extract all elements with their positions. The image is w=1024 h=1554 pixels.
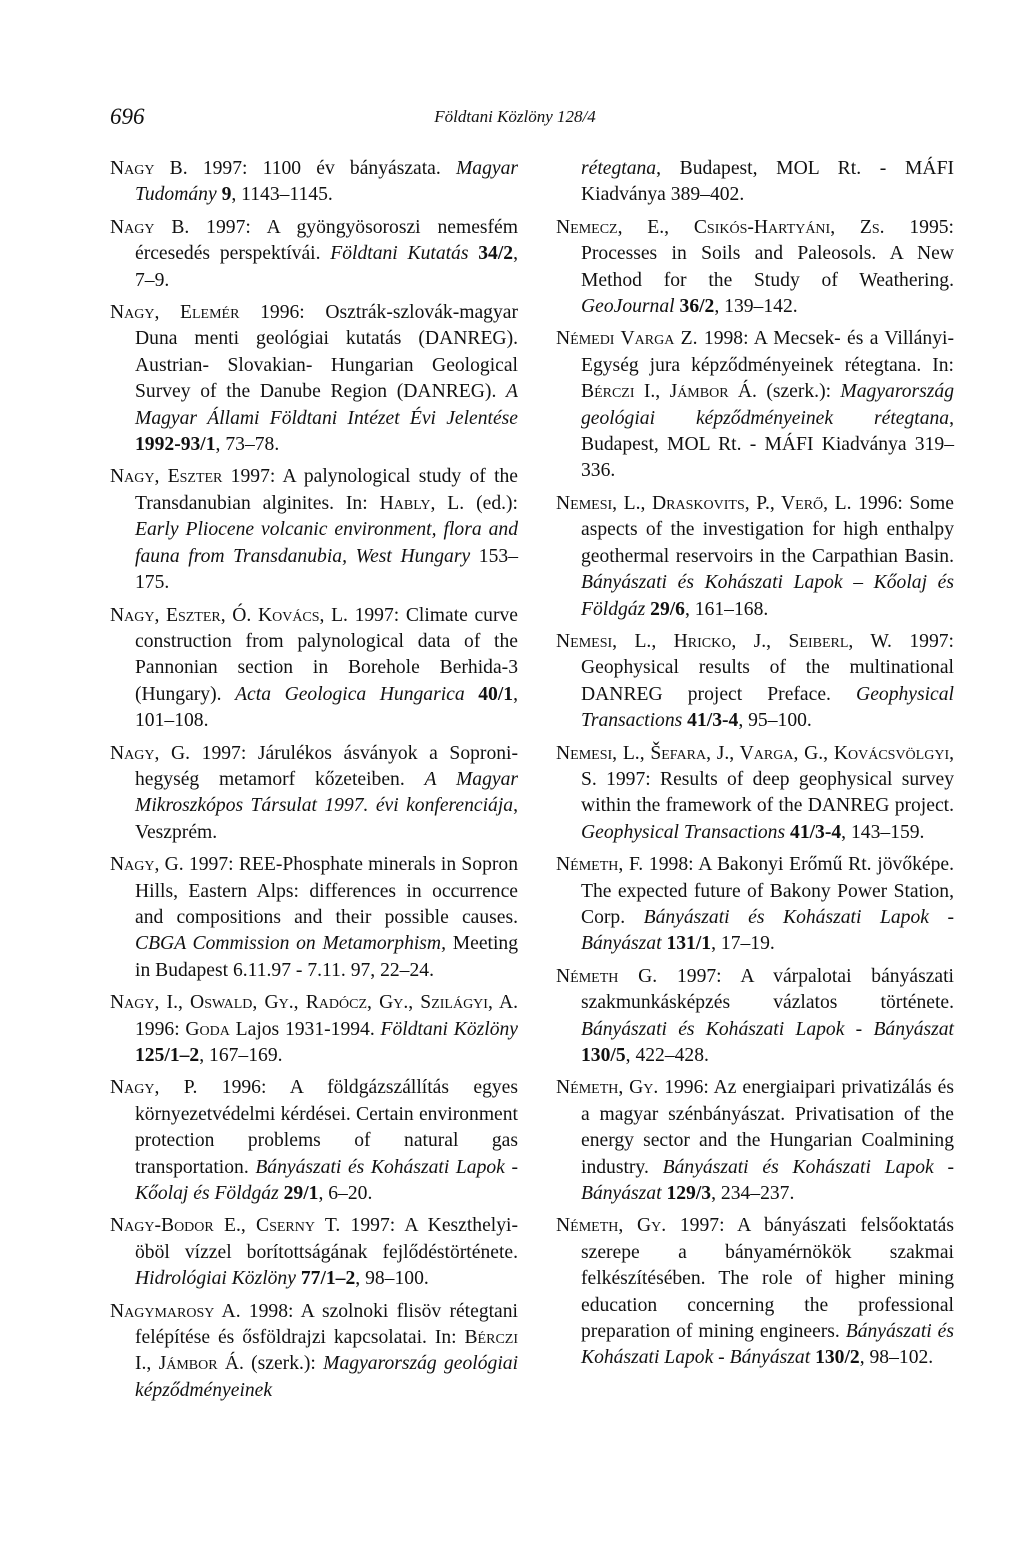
reference-text: , 73–78. <box>215 434 280 456</box>
reference-title: rétegtana <box>581 158 657 179</box>
reference-text: 1997: REE-Phosphate minerals in Sopron Hills, Eastern Alps: differences in occurrence and compositions and their possible causes. <box>135 854 518 928</box>
reference-text: 1997: Results of deep geophysical survey within the framework of the DANREG project. <box>581 768 954 817</box>
reference-text: , 101–108. <box>135 683 518 732</box>
page-header <box>110 104 920 134</box>
reference-title: Bányászati és Kohászati Lapok - Bányászat <box>581 906 954 955</box>
reference-title: Bányászati és Kohászati Lapok - Bányászat <box>581 1018 954 1040</box>
reference-entry <box>556 156 954 209</box>
reference-volume: 129/3 <box>666 1183 712 1205</box>
reference-volume: 125/1–2 <box>135 1045 200 1066</box>
reference-title: A Magyar Mikroszkópos Társulat 1997. évi konferenciája <box>135 768 518 817</box>
reference-entry <box>110 741 518 847</box>
reference-author: Hably, L. <box>379 492 465 514</box>
reference-entry <box>110 990 518 1069</box>
reference-text: , Budapest, MOL Rt. - MÁFI Kiadványa 319–336. <box>581 407 954 482</box>
reference-text: , Budapest, MOL Rt. - MÁFI Kiadványa 389–402. <box>581 158 954 206</box>
reference-text: , 143–159. <box>841 821 925 843</box>
reference-entry <box>110 852 518 984</box>
reference-text <box>465 684 479 705</box>
reference-entry <box>110 1299 518 1405</box>
reference-author: Nagy, P. <box>110 1077 198 1099</box>
reference-text: , 7–9. <box>135 243 518 291</box>
reference-entry <box>556 741 954 847</box>
reference-entry <box>556 1075 954 1207</box>
reference-text: 1997: A gyöngyösoroszi nemesfém ércesedés perspektívái. <box>135 216 518 265</box>
reference-title: Magyarország geológiai képződményeinek rétegtana <box>581 381 954 429</box>
reference-author: Nagy, G. <box>110 742 191 764</box>
reference-text: 1997: A palynological study of the Transdanubian alginites. In: <box>135 466 519 514</box>
reference-author: Nemesi, L., Draskovits, P., Verő, L. <box>556 492 852 514</box>
reference-text: (ed.): <box>464 492 518 514</box>
reference-title: A Magyar Állami Földtani Intézet Évi Jelentése <box>135 381 518 429</box>
reference-volume: 130/5 <box>581 1045 626 1066</box>
reference-text: , 98–100. <box>355 1268 429 1290</box>
reference-entry <box>556 491 954 623</box>
reference-volume: 9 <box>221 184 232 206</box>
reference-author: Nemesi, L., Šefara, J., Varga, G., Kovácsvölgyi, S. <box>556 742 954 790</box>
reference-title: GeoJournal <box>581 296 675 318</box>
reference-text: 1996: Az energiaipari privatizálás és a magyar szénbányászat. Privatisation of the energy sector and the Hungarian Coalmining industry. <box>581 1077 954 1178</box>
reference-entry <box>110 156 518 209</box>
reference-author: Nemecz, E., Csikós-Hartyáni, Zs. <box>556 216 885 238</box>
reference-volume: 131/1 <box>666 933 712 955</box>
reference-author: Nagy B. <box>110 216 190 238</box>
reference-author: Nagy, Eszter <box>110 466 223 488</box>
reference-author: Nemesi, L., Hricko, J., Seiberl, W. <box>556 630 892 652</box>
page-number: 696 <box>110 104 145 129</box>
running-title: Földtani Közlöny 128/4 <box>434 107 596 126</box>
left-column <box>110 156 518 1410</box>
reference-title: Geophysical Transactions <box>581 683 954 732</box>
reference-text: Lajos 1931-1994. <box>229 1018 381 1040</box>
reference-title: Bányászati és Kohászati Lapok – Kőolaj és Földgáz <box>581 572 954 620</box>
reference-entry <box>556 629 954 735</box>
reference-text: , 6–20. <box>318 1183 373 1205</box>
reference-text: , 17–19. <box>711 933 775 955</box>
reference-text: 1997: Járulékos ásványok a Soproni-hegység metamorf kőzeteiben. <box>135 742 519 790</box>
reference-text: 1997: Climate curve construction from palynological data of the Pannonian section in Borehole Berhida-3 (Hungary). <box>135 604 519 705</box>
reference-title: Földtani Kutatás <box>330 243 469 265</box>
reference-text: 1997: Geophysical results of the multinational DANREG project Preface. <box>581 630 954 705</box>
reference-text: , 95–100. <box>738 710 812 732</box>
reference-title: CBGA Commission on Metamorphism, <box>135 933 446 955</box>
reference-author: Nagy-Bodor E., Cserny T. <box>110 1215 341 1237</box>
reference-author: Bérczi I., Jámbor Á. <box>135 1327 518 1375</box>
reference-author: Nagy, Eszter, Ó. Kovács, L. <box>110 604 348 626</box>
reference-volume: 41/3-4 <box>687 710 739 732</box>
reference-text: , 167–169. <box>199 1045 283 1066</box>
reference-volume: 130/2 <box>815 1347 860 1369</box>
reference-entry <box>556 964 954 1070</box>
reference-volume: 36/2 <box>679 296 715 318</box>
reference-entry <box>556 852 954 958</box>
reference-entry <box>110 1075 518 1207</box>
reference-volume: 40/1 <box>478 683 514 705</box>
reference-text: 1997: 1100 év bányászata. <box>187 158 456 179</box>
reference-title: Bányászati és Kohászati Lapok - Bányászat <box>581 1156 955 1205</box>
reference-author: Németh G. <box>556 965 658 987</box>
reference-text: 1997: A Keszthelyi-öböl vízzel borítottságának fejlődéstörténete. <box>135 1215 518 1263</box>
reference-author: Németh, F. <box>556 854 644 876</box>
reference-volume: 34/2 <box>478 243 514 265</box>
reference-title: Acta Geologica Hungarica <box>235 683 465 705</box>
reference-entry <box>556 215 954 321</box>
reference-text: 1996: <box>135 1018 186 1040</box>
reference-author: Nagy, G. <box>110 854 184 876</box>
reference-text: , 422–428. <box>625 1045 709 1066</box>
reference-entry <box>110 300 518 458</box>
reference-title: Magyarország geológiai képződményeinek <box>135 1353 519 1401</box>
reference-text: , 234–237. <box>711 1183 795 1205</box>
reference-volume: 41/3-4 <box>790 821 842 843</box>
reference-text: , Veszprém. <box>135 795 518 843</box>
reference-title: Bányászati és Kohászati Lapok - Kőolaj és Földgáz <box>135 1156 519 1205</box>
reference-text: 1995: Processes in Soils and Paleosols. A New Method for the Study of Weathering. <box>581 216 954 291</box>
reference-text: , 139–142. <box>714 296 798 318</box>
reference-text: (szerk.): <box>756 381 841 403</box>
reference-author: Nagy, Elemér <box>110 302 240 324</box>
reference-author: Goda <box>185 1018 230 1040</box>
reference-text <box>468 243 478 264</box>
reference-entry <box>110 215 518 294</box>
reference-author: Németh, Gy. <box>556 1215 667 1237</box>
reference-volume: 1992-93/1 <box>135 434 216 456</box>
reference-text: , 161–168. <box>684 598 769 620</box>
reference-author: Nagymarosy A. <box>110 1300 241 1322</box>
reference-entry <box>110 1213 518 1292</box>
reference-text: 1997: A várpalotai bányászati szakmunkásképzés vázlatos története. <box>581 965 954 1014</box>
reference-text: 1996: A földgázszállítás egyes környezetvédelmi kérdései. Certain environment protection problems of natural gas transportation. <box>135 1077 518 1178</box>
reference-author: Németh, Gy. <box>556 1077 659 1099</box>
reference-text: , 98–102. <box>859 1347 934 1369</box>
reference-volume: 29/1 <box>283 1183 319 1205</box>
reference-volume: 77/1–2 <box>300 1268 356 1290</box>
reference-author: Nagy, I., Oswald, Gy., Radócz, Gy., Szilágyi, A. <box>110 992 518 1014</box>
reference-author: Némedi Varga Z. <box>556 328 698 350</box>
reference-entry <box>556 326 954 484</box>
reference-text: 1998: A szolnoki flisöv rétegtani felépítése és ősföldrajzi kapcsolatai. In: <box>135 1300 518 1349</box>
reference-title: Hidrológiai Közlöny <box>135 1268 296 1290</box>
reference-text: (szerk.): <box>243 1353 324 1375</box>
reference-text: 1997: A bányászati felsőoktatás szerepe a bányamérnökök szakmai felkészítésében. The role of higher mining education concerning the professional preparation of mining engineers. <box>581 1215 954 1343</box>
reference-title: Bányászati és Kohászati Lapok - Bányászat <box>581 1321 954 1369</box>
reference-title: Early Pliocene volcanic environment, flora and fauna from Transdanubia, West Hungary <box>135 519 518 567</box>
reference-entry <box>110 603 518 735</box>
reference-text: 1998: A Mecsek- és a Villányi-Egység jura képződményeinek rétegtana. In: <box>581 328 954 376</box>
reference-text: 1998: A Bakonyi Erőmű Rt. jövőképe. The expected future of Bakony Power Station, Corp. <box>581 854 954 928</box>
reference-title: Magyar Tudomány <box>135 158 518 206</box>
reference-entry <box>556 1213 954 1371</box>
reference-volume: 29/6 <box>650 598 685 620</box>
reference-text: 1996: Osztrák-szlovák-magyar Duna menti geológiai kutatás (DANREG). Austrian- Slovakian- Hungarian Geological Survey of the Danube Region (DANREG). <box>135 302 518 403</box>
reference-text: 1996: Some aspects of the investigation for high enthalpy geothermal reservoirs in the Carpathian Basin. <box>581 492 954 567</box>
reference-title: Földtani Közlöny <box>380 1018 518 1040</box>
reference-title: Geophysical Transactions <box>581 821 786 843</box>
reference-text: Meeting in Budapest 6.11.97 - 7.11. 97, 22–24. <box>135 933 518 981</box>
right-column <box>556 156 954 1378</box>
reference-author: Bérczi I., Jámbor Á. <box>581 381 757 403</box>
reference-text: 153–175. <box>135 545 518 594</box>
reference-author: Nagy B. <box>110 158 188 179</box>
reference-entry <box>110 464 518 596</box>
reference-text: , 1143–1145. <box>231 184 333 206</box>
